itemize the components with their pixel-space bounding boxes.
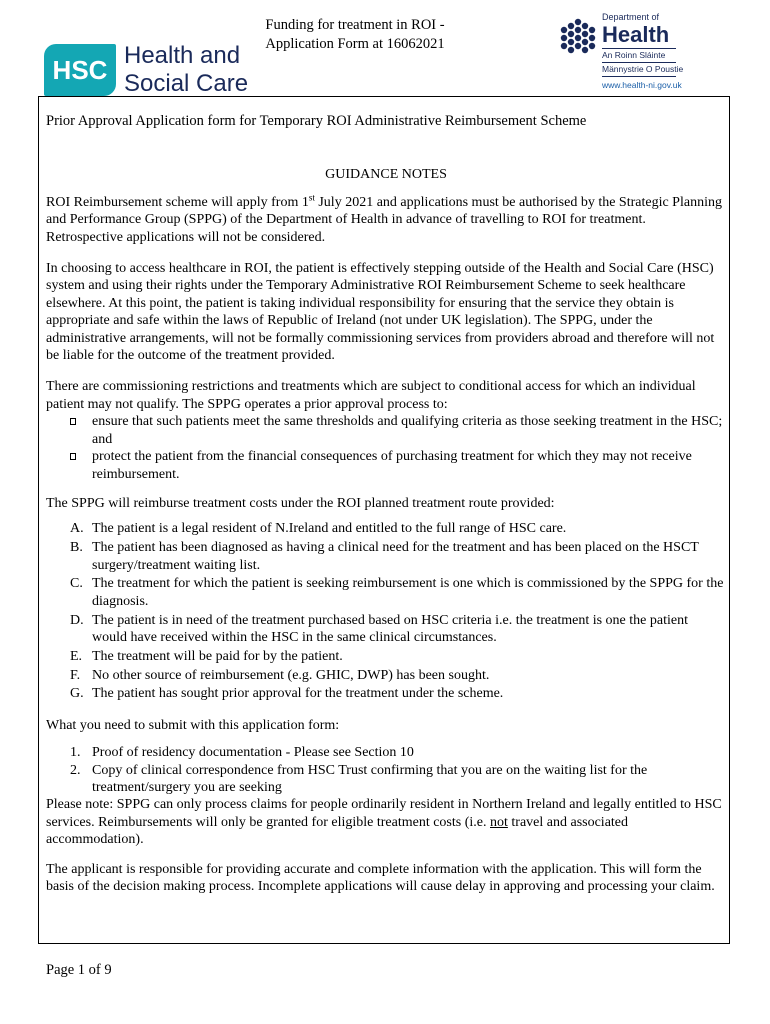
list-item (46, 744, 726, 761)
paragraph-text: July 2021 and applications must be authorised by the Strategic Planning and Performance Group (SPPG) of the Department of Health in advance of travelling to ROI for treatment. Retrospective applications will not be considered. (46, 194, 722, 245)
list-item-text: protect the patient from the financial consequences of purchasing treatment for which they may not receive reimbursement. (92, 449, 692, 482)
note-emphasis: not (490, 814, 508, 830)
list-marker: 1. (70, 745, 81, 761)
paragraph-text: ROI Reimbursement scheme will apply from 1 (46, 194, 309, 210)
requirements-list (46, 744, 726, 796)
list-item-text: The patient is in need of the treatment purchased based on HSC criteria i.e. the treatment is one the patient would have received within the HSC in the same clinical circumstances. (92, 612, 688, 645)
list-item (46, 667, 726, 684)
list-item-text: Copy of clinical correspondence from HSC Trust confirming that you are on the waiting list for the treatment/surgery you are seeking (92, 762, 648, 795)
requirements-title: What you need to submit with this application form: (46, 717, 340, 733)
list-marker: F. (70, 667, 81, 683)
list-marker: D. (70, 612, 84, 628)
list-item-text: The patient is a legal resident of N.Ireland and entitled to the full range of HSC care. (92, 521, 567, 537)
list-item-text: ensure that such patients meet the same thresholds and qualifying criteria as those seeking treatment in the HSC; and (92, 414, 723, 447)
guidance-content (46, 113, 726, 895)
list-item-text: No other source of reimbursement (e.g. GHIC, DWP) has been sought. (92, 667, 490, 683)
note-text: travel and associated accommodation). (46, 814, 629, 848)
list-item (46, 762, 726, 797)
applicant-responsibility-paragraph: The applicant is responsible for providing accurate and complete information with the application. This will form the basis of the decision making process. Incomplete applications will cause delay in approving and processing your claim. (46, 861, 715, 894)
square-bullet-icon (70, 418, 76, 425)
list-item (46, 685, 726, 702)
doh-ulster-scots-label: Männystrie O Poustie (602, 64, 684, 74)
paragraph-commissioning-restrictions: There are commissioning restrictions and treatments which are subject to conditional access for which an individual patient may not qualify. The SPPG operates a prior approval process to: (46, 379, 696, 412)
list-item-text: The patient has been diagnosed as having a clinical need for the treatment and has been placed on the HSCT surgery/treatment waiting list. (92, 540, 699, 573)
list-marker: 2. (70, 762, 81, 778)
list-item (46, 520, 726, 537)
doh-divider (602, 76, 676, 77)
list-item-text: The treatment for which the patient is seeking reimbursement is one which is commissioned by the SPPG for the diagnosis. (92, 576, 724, 609)
list-item-text: Proof of residency documentation - Please see Section 10 (92, 745, 414, 761)
doh-irish-label: An Roinn Sláinte (602, 50, 666, 60)
list-item (46, 413, 726, 448)
list-item-text: The patient has sought prior approval for the treatment under the scheme. (92, 686, 504, 702)
list-item-text: The treatment will be paid for by the patient. (92, 648, 343, 664)
list-item (46, 539, 726, 574)
list-marker: G. (70, 686, 84, 702)
document-header-line1: Funding for treatment in ROI - (265, 17, 445, 33)
hsc-logo-line2: Social Care (124, 70, 249, 97)
page-number: Page 1 of 9 (46, 962, 112, 978)
list-item (46, 448, 726, 483)
document-header-title (240, 16, 470, 54)
eligibility-note (46, 796, 726, 848)
hsc-badge: HSC (44, 44, 116, 96)
square-bullet-icon (70, 453, 76, 460)
hsc-logo-text (124, 42, 248, 98)
hsc-logo-line1: Health and (124, 42, 241, 69)
list-marker: C. (70, 576, 83, 592)
doh-website-link[interactable]: www.health-ni.gov.uk (602, 80, 682, 90)
list-marker: E. (70, 648, 83, 664)
doh-divider (602, 62, 676, 63)
guidance-heading: GUIDANCE NOTES (325, 167, 447, 183)
department-of-health-logo (558, 10, 688, 96)
document-header-line2: Application Form at 16062021 (265, 36, 445, 52)
department-of-health-mark-icon (558, 16, 598, 56)
list-item (46, 612, 726, 647)
paragraph-patient-responsibility: In choosing to access healthcare in ROI, the patient is effectively stepping outside of the Health and Social Care (HSC) system and using their rights under the Temporary Administrative ROI Reimbursement Scheme to seek healthcare elsewhere. At this point, the patient is taking individual responsibility for ensuring that the service they obtain is appropriate and safe within the laws of Republic of Ireland (not under UK legislation). The SPPG, under the administrative arrangements, will not be formally commissioning services from providers abroad and therefore will not be liable for the outcome of the treatment provided. (46, 261, 715, 364)
doh-health-label: Health (602, 22, 670, 47)
ordinal-suffix: st (308, 192, 315, 203)
prior-approval-bullets (46, 413, 726, 483)
doh-divider (602, 48, 676, 49)
note-text: Please note: SPPG can only process claims for people ordinarily resident in Northern Ireland and legally entitled to HSC services. Reimbursements will only be granted for eligible treatment costs (i.e. (46, 797, 722, 830)
paragraph-scheme-start (46, 194, 726, 246)
doh-department-label: Department of (602, 12, 660, 22)
hsc-logo (44, 42, 249, 100)
list-marker: B. (70, 540, 83, 556)
reimbursement-criteria-list (46, 520, 726, 702)
list-marker: A. (70, 521, 84, 537)
criteria-intro: The SPPG will reimburse treatment costs under the ROI planned treatment route provided: (46, 495, 555, 511)
form-title: Prior Approval Application form for Temporary ROI Administrative Reimbursement Scheme (46, 113, 587, 129)
list-item (46, 575, 726, 610)
list-item (46, 648, 726, 665)
